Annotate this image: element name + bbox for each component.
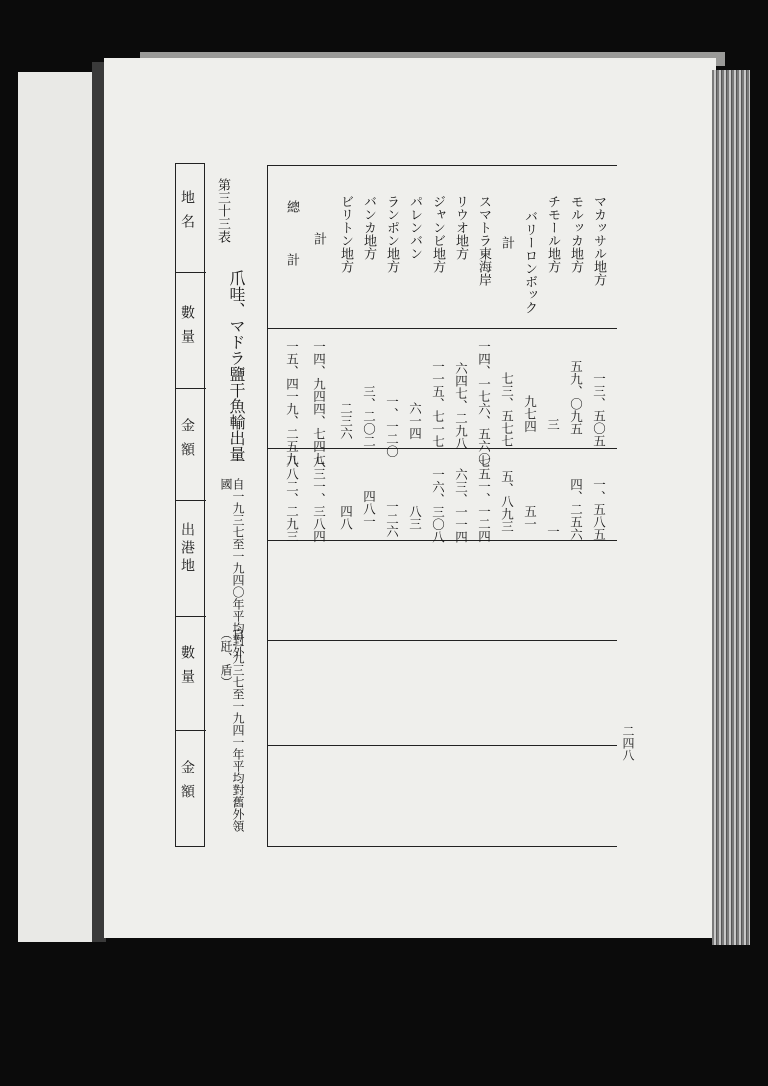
row-place: マカッサル地方 [591, 195, 606, 286]
table-rule [267, 328, 617, 329]
row-place: モルッカ地方 [568, 195, 583, 273]
period-note-2: 自一九三七至一九四一年平均對舊外領（瓩、盾） [219, 628, 245, 832]
table-rule [267, 640, 617, 641]
header-divider [175, 388, 206, 389]
header-divider [175, 730, 206, 731]
row-amount: 七五一、一二四 [476, 455, 492, 543]
row-amount: 四、二五六 [568, 478, 584, 541]
row-quantity: 二三六 [338, 402, 354, 440]
header-quantity: 數量 [179, 305, 195, 353]
header-divider [175, 272, 206, 273]
row-amount: 一六、三〇八 [430, 468, 446, 543]
row-amount: 五、八九三 [499, 470, 515, 533]
table-rule [267, 745, 617, 746]
row-place: リウオ地方 [453, 195, 468, 260]
row-quantity: 九七四 [522, 395, 538, 433]
left-page [18, 72, 92, 942]
page-number: 二四八 [621, 725, 635, 761]
row-amount: 一 [545, 525, 561, 538]
row-amount: 五一 [522, 505, 538, 530]
row-place: チモール地方 [545, 195, 560, 273]
row-amount: 四八 [338, 505, 354, 530]
row-place: バリーロンボック [522, 210, 537, 314]
header-quantity-2: 數量 [179, 645, 195, 693]
row-place: スマトラ東海岸 [476, 195, 491, 286]
row-quantity: 一五、四一九、二五九 [284, 340, 300, 465]
row-amount: 八八二、二九三 [284, 455, 300, 543]
table-bottom-rule [267, 846, 617, 847]
row-amount: 八三一、三八四 [311, 455, 327, 543]
row-place: ジャンビ地方 [430, 195, 445, 273]
header-place: 地名 [179, 190, 195, 238]
row-place: 計 [499, 236, 514, 249]
header-amount: 金額 [179, 418, 195, 466]
row-quantity: 一四、九四四、七四七 [311, 340, 327, 465]
row-amount: 六三、一一四 [453, 468, 469, 543]
row-place: ビリトン地方 [338, 195, 353, 273]
row-quantity: 六一四 [407, 402, 423, 440]
table-number: 第三十三表 [215, 178, 230, 243]
page-edges [712, 70, 750, 945]
header-amount-2: 金額 [179, 760, 195, 808]
row-place: バンカ地方 [361, 195, 376, 260]
table-top-rule [267, 165, 617, 166]
row-amount: 一二六 [384, 500, 400, 538]
row-quantity: 一三、五〇五 [591, 372, 607, 447]
header-divider [175, 500, 206, 501]
row-place: ランポン地方 [384, 195, 399, 273]
row-place: 計 [311, 232, 326, 245]
row-quantity: 一四、一七六、五六〇 [476, 340, 492, 465]
row-amount: 四八一 [361, 490, 377, 528]
period-note-1: 自一九三七至一九四〇年平均對外國 [219, 478, 245, 658]
header-divider [175, 616, 206, 617]
header-column-box [175, 163, 205, 847]
row-amount: 八三 [407, 505, 423, 530]
header-port: 出港地 [179, 522, 195, 576]
row-quantity: 一、一二〇 [384, 395, 400, 458]
row-quantity: 三 [545, 418, 561, 431]
row-quantity: 六四七、二九八 [453, 362, 469, 450]
row-quantity: 一一五、七一七 [430, 360, 446, 448]
row-place: 總計 [284, 200, 299, 306]
row-amount: 一、五八五 [591, 478, 607, 541]
row-quantity: 五九、〇九五 [568, 360, 584, 435]
row-quantity: 七三、五七七 [499, 372, 515, 447]
row-quantity: 三、二〇二 [361, 385, 377, 448]
row-place: パレンバン [407, 195, 422, 260]
table-title: 爪哇、マドラ鹽干魚輸出量 [227, 270, 246, 462]
